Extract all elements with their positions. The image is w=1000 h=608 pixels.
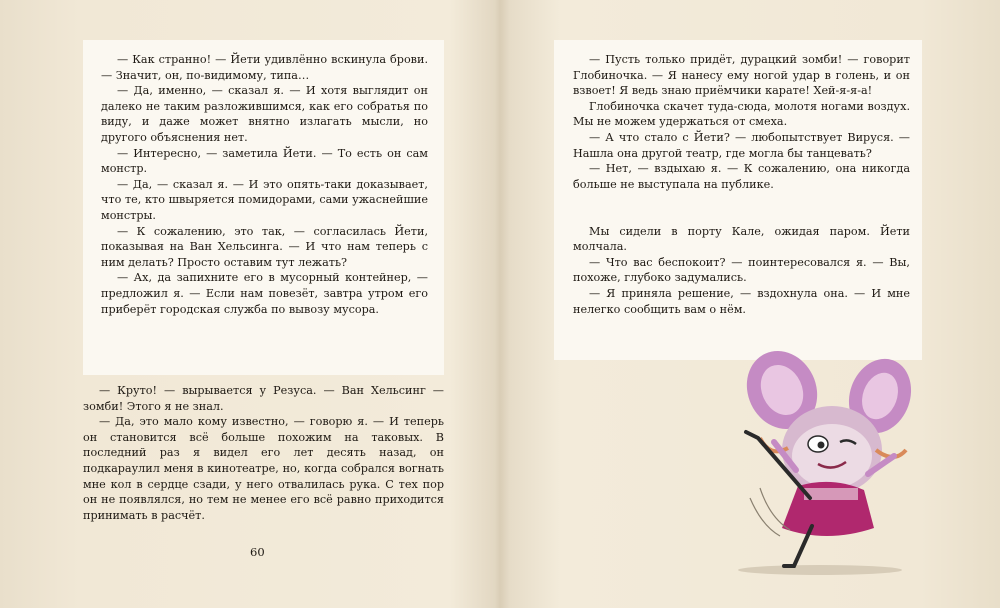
paragraph: — Круто! — вырывается у Резуса. — Ван Хельсинг — зомби! Этого я не знал.: [83, 384, 444, 413]
paragraph: — Да, именно, — сказал я. — И хотя выглядит он далеко не таким разложившимся, как его собратья по виду, и даже может внятно излагать мысли, но другого объяснения нет.: [101, 84, 428, 144]
paragraph: — Пусть только придёт, дурацкий зомби! — говорит Глобиночка. — Я нанесу ему ногой удар в голень, и он взвоет! Я ведь знаю приёмчики карате! Хей-я-я-а!: [573, 53, 910, 98]
face-fur: [792, 424, 872, 488]
paragraph: — Нет, — вздыхаю я. — К сожалению, она никогда больше не выступала на публике.: [573, 162, 910, 191]
striped-top: [804, 488, 858, 500]
page-number: 60: [250, 545, 265, 559]
paragraph: — Да, это мало кому известно, — говорю я. — И теперь он становится всё больше похожим на таковых. В последний раз я видел его лет десять назад, он подкараулил меня в кинотеатре, но, когда собрался вогнать мне кол в сердце сзади, у него отвалилась рука. С тех пор он не появлялся, но тем не менее его всё равно приходится принимать в расчёт.: [83, 415, 444, 522]
paragraph: — Интересно, — заметила Йети. — То есть он сам монстр.: [101, 146, 428, 176]
paragraph: — Как странно! — Йети удивлённо вскинула брови. — Значит, он, по-видимому, типа…: [101, 53, 428, 82]
left-bottom-text: [83, 383, 444, 523]
paragraph: — К сожалению, это так, — согласилась Йети, показывая на Ван Хельсинга. — И что нам теперь с ним делать? Просто оставим тут лежать?: [101, 224, 428, 269]
paragraph: Мы сидели в порту Кале, ожидая паром. Йети молчала.: [573, 224, 910, 254]
creature-illustration: [700, 338, 940, 578]
section-gap: [573, 192, 910, 208]
left-boxed-text: [101, 52, 428, 317]
paragraph: — А что стало с Йети? — любопытствует Вируся. — Нашла она другой театр, где могла бы танцевать?: [573, 130, 910, 160]
paragraph: Глобиночка скачет туда-сюда, молотя ногами воздух. Мы не можем удержаться от смеха.: [573, 99, 910, 129]
left-pupil: [818, 442, 825, 449]
shadow: [738, 565, 902, 575]
paragraph: — Что вас беспокоит? — поинтересовался я. — Вы, похоже, глубоко задумались.: [573, 255, 910, 285]
paragraph: — Я приняла решение, — вздохнула она. — И мне нелегко сообщить вам о нём.: [573, 286, 910, 316]
right-boxed-text: [573, 52, 910, 317]
paragraph: — Да, — сказал я. — И это опять-таки доказывает, что те, кто швыряется помидорами, сами ужаснейшие монстры.: [101, 177, 428, 222]
section-gap: [573, 208, 910, 224]
paragraph: — Ах, да запихните его в мусорный контейнер, — предложил я. — Если нам повезёт, завтра утром его приберёт городская служба по вывозу мусора.: [101, 271, 428, 316]
